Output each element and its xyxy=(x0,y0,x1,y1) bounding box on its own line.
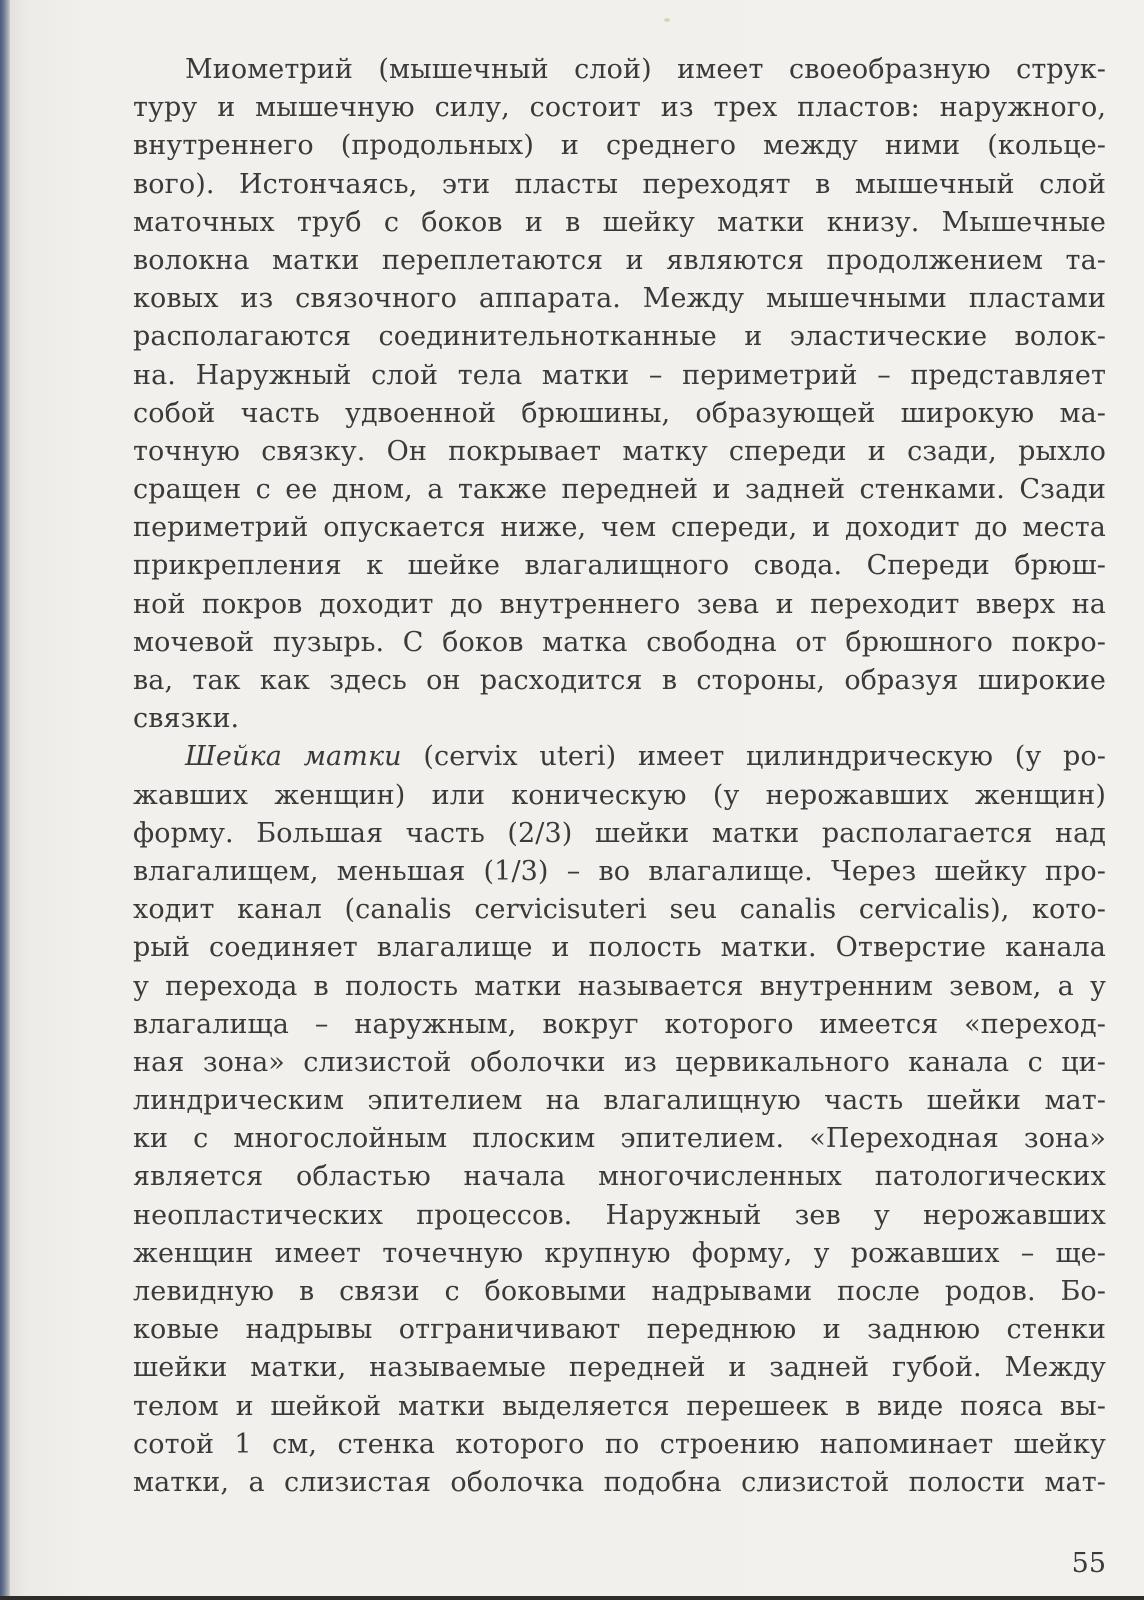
text-line: матки, а слизистая оболочка подобна слизистой полости мат- xyxy=(133,1466,1106,1498)
text-line: сращен с ее дном, а также передней и задней стенками. Сзади xyxy=(133,474,1106,506)
text-line: женщин имеет точечную крупную форму, у рожавших – ще- xyxy=(133,1237,1106,1269)
text-line: периметрий опускается ниже, чем спереди, и доходит до места xyxy=(133,512,1106,544)
paragraph-myometrium xyxy=(133,51,1106,738)
paragraph-cervix xyxy=(133,738,1106,1502)
text-line: у перехода в полость матки называется внутренним зевом, а у xyxy=(133,970,1106,1002)
page-bottom-edge xyxy=(0,1596,1144,1600)
text-line: ковых из связочного аппарата. Между мышечными пластами xyxy=(133,283,1106,315)
text-line: рый соединяет влагалище и полость матки. Отверстие канала xyxy=(133,932,1106,964)
text-line-rest: (cervix uteri) имеет цилиндрическую (у ро- xyxy=(401,741,1107,773)
body-text xyxy=(133,51,1106,1502)
text-line: ная зона» слизистой оболочки из цервикального канала с ци- xyxy=(133,1046,1106,1078)
text-line: шейки матки, называемые передней и задней губой. Между xyxy=(133,1352,1106,1384)
text-line: сотой 1 см, стенка которого по строению напоминает шейку xyxy=(133,1428,1106,1460)
text-line: располагаются соединительнотканные и эластические волок- xyxy=(133,321,1106,353)
text-line: туру и мышечную силу, состоит из трех пластов: наружного, xyxy=(133,92,1106,124)
text-line: влагалищем, меньшая (1/3) – во влагалище. Через шейку про- xyxy=(133,855,1106,887)
text-line: ходит канал (canalis cervicisuteri seu canalis cervicalis), кото- xyxy=(133,894,1106,926)
text-line: прикрепления к шейке влагалищного свода. Спереди брюш- xyxy=(133,550,1106,582)
text-line: влагалища – наружным, вокруг которого имеется «переход- xyxy=(133,1008,1106,1040)
text-line: ковые надрывы отграничивают переднюю и заднюю стенки xyxy=(133,1314,1106,1346)
text-line: собой часть удвоенной брюшины, образующей широкую ма- xyxy=(133,397,1106,429)
text-line: ва, так как здесь он расходится в стороны, образуя широкие xyxy=(133,665,1106,696)
text-line: волокна матки переплетаются и являются продолжением та- xyxy=(133,244,1106,276)
text-line: жавших женщин) или коническую (у нерожавших женщин) xyxy=(133,779,1106,811)
text-line: вого). Истончаясь, эти пласты переходят в мышечный слой xyxy=(133,168,1106,200)
text-line: маточных труб с боков и в шейку матки книзу. Мышечные xyxy=(133,206,1106,238)
text-line: форму. Большая часть (2/3) шейки матки располагается над xyxy=(133,817,1106,849)
text-line: телом и шейкой матки выделяется перешеек в виде пояса вы- xyxy=(133,1390,1106,1422)
page-number: 55 xyxy=(1071,1548,1106,1579)
text-line: является областью начала многочисленных патологических xyxy=(133,1161,1106,1193)
text-line: линдрическим эпителием на влагалищную часть шейки мат- xyxy=(133,1085,1106,1117)
text-line: неопластических процессов. Наружный зев у нерожавших xyxy=(133,1199,1106,1231)
text-line: связки. xyxy=(133,703,240,735)
text-line: внутреннего (продольных) и среднего между ними (кольце- xyxy=(133,130,1106,162)
text-line: мочевой пузырь. С боков матка свободна от брюшного покро- xyxy=(133,626,1106,658)
text-line: Миометрий (мышечный слой) имеет своеобразную струк- xyxy=(185,54,1106,85)
text-line: точную связку. Он покрывает матку спереди и сзади, рыхло xyxy=(133,435,1106,467)
paper-speck xyxy=(664,18,670,22)
text-line xyxy=(133,738,1106,776)
text-line: на. Наружный слой тела матки – периметрий – представляет xyxy=(133,359,1106,391)
page-binding-edge xyxy=(0,0,10,1600)
text-line: левидную в связи с боковыми надрывами после родов. Бо- xyxy=(133,1276,1106,1307)
text-line: ной покров доходит до внутреннего зева и переходит вверх на xyxy=(133,588,1106,620)
text-line: ки с многослойным плоским эпителием. «Переходная зона» xyxy=(133,1123,1106,1155)
term-cervix: Шейка матки xyxy=(185,741,402,773)
